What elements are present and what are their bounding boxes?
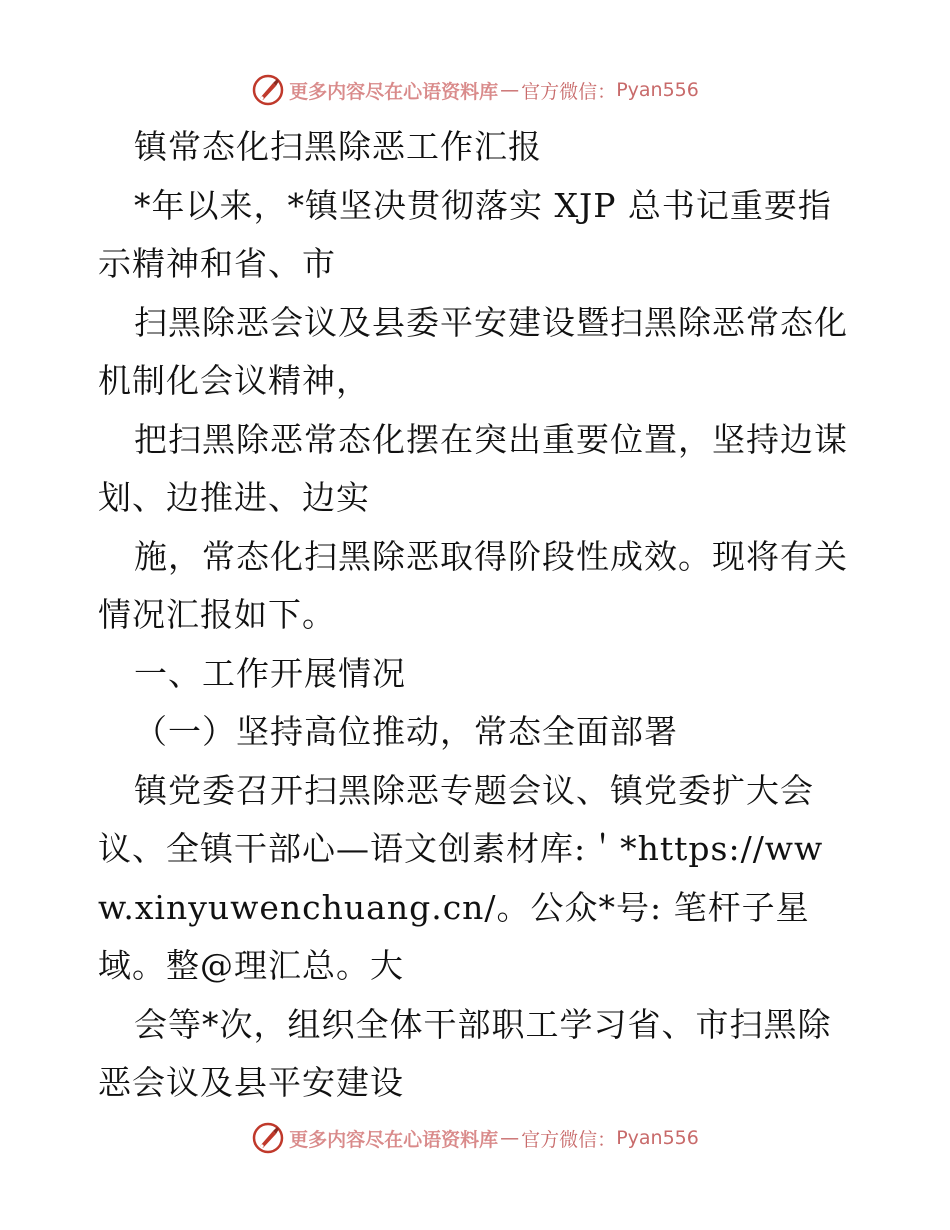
paragraph: 把扫黑除恶常态化摆在突出重要位置，坚持边谋划、边推进、边实 xyxy=(98,419,848,517)
paragraph: 施，常态化扫黑除恶取得阶段性成效。现将有关情况汇报如下。 xyxy=(98,536,848,634)
banner-dash: — xyxy=(500,79,520,101)
footer-banner xyxy=(0,1118,950,1158)
header-banner xyxy=(0,70,950,110)
banner-sub-text: 官方微信： xyxy=(521,1128,617,1151)
paragraph: 会等*次，组织全体干部职工学习省、市扫黑除恶会议及县平安建设 xyxy=(98,1004,832,1102)
banner-dash: — xyxy=(500,1127,520,1149)
pen-circle-logo-icon xyxy=(251,1121,285,1155)
document-title: 镇常态化扫黑除恶工作汇报 xyxy=(134,127,542,166)
paragraph: 镇党委召开扫黑除恶专题会议、镇党委扩大会议、全镇干部心—语文创素材库:＇*https://www.xinyuwenchuang.cn/。公众*号: 笔杆子星域。整@理汇总。大 xyxy=(98,770,824,985)
banner-sub-text: 官方微信： xyxy=(521,80,617,103)
banner-main-text: 更多内容尽在心语资料库 xyxy=(289,80,499,103)
pen-circle-logo-icon xyxy=(251,73,285,107)
banner-main-text: 更多内容尽在心语资料库 xyxy=(289,1128,499,1151)
banner-wechat-id: Pyan556 xyxy=(616,1127,699,1149)
document-body xyxy=(98,118,858,1113)
paragraph: 扫黑除恶会议及县委平安建设暨扫黑除恶常态化机制化会议精神， xyxy=(98,302,848,400)
paragraph: *年以来，*镇坚决贯彻落实 XJP 总书记重要指示精神和省、市 xyxy=(98,185,832,283)
subsection-heading: （一）坚持高位推动，常态全面部署 xyxy=(134,712,678,751)
banner-wechat-id: Pyan556 xyxy=(616,79,699,101)
section-heading: 一、工作开展情况 xyxy=(134,653,406,693)
